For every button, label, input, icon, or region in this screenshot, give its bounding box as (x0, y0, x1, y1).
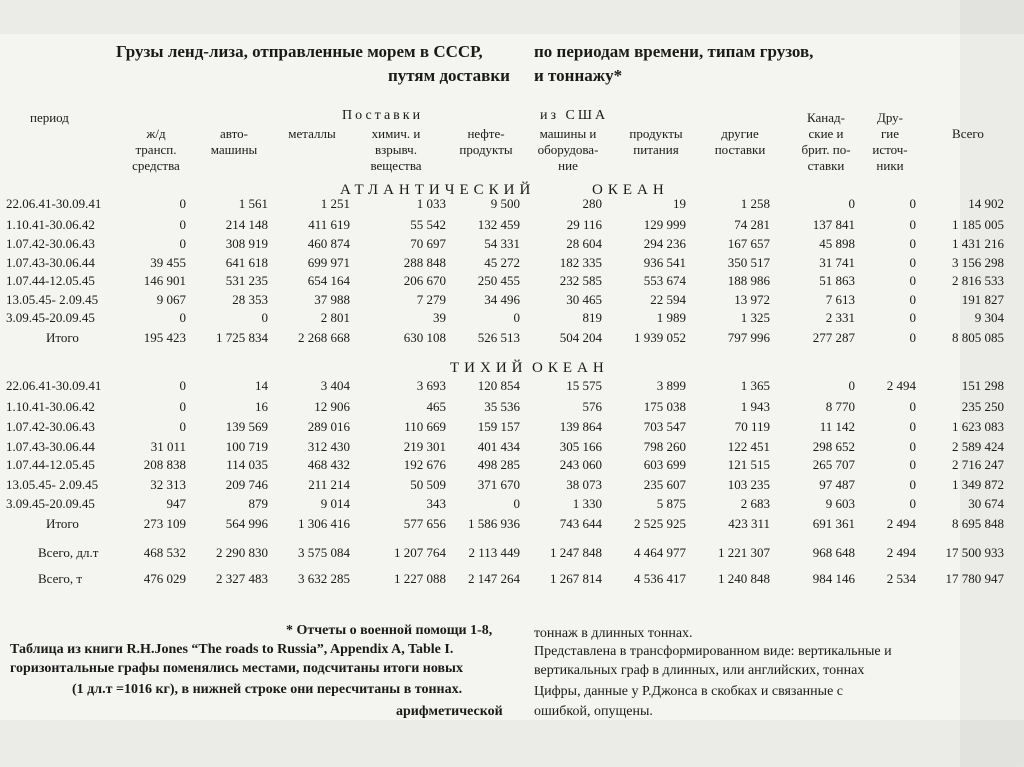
pacific-row-4-period: 1.07.44-12.05.45 (6, 457, 95, 472)
pacific-row-2-cell: 159 157 (477, 419, 520, 434)
total-row-1-cell: 1 240 848 (718, 571, 770, 586)
atlantic-row-4-cell: 206 670 (403, 273, 446, 288)
header-period: период (30, 110, 69, 125)
column-header-line: поставки (714, 142, 766, 157)
atlantic-row-2-cell: 0 (179, 236, 186, 251)
total-row-0-cell: 1 247 848 (550, 545, 602, 560)
total-row-0-cell: 468 532 (143, 545, 186, 560)
pacific-row-6-cell: 1 330 (572, 496, 602, 511)
atlantic-row-6-cell: 819 (582, 310, 602, 325)
pacific-row-4-cell: 0 (909, 457, 916, 472)
atlantic-row-5-cell: 34 496 (484, 292, 520, 307)
atlantic-row-2-cell: 1 431 216 (952, 236, 1004, 251)
atlantic-row-4-cell: 553 674 (643, 273, 686, 288)
pacific-row-3-cell: 305 166 (559, 439, 602, 454)
pacific-row-1-cell: 0 (909, 399, 916, 414)
atlantic-row-6-cell: 0 (261, 310, 268, 325)
total-row-0-cell: 2 113 449 (468, 545, 520, 560)
total-row-1-cell: 4 536 417 (634, 571, 686, 586)
pacific-row-6-cell: 30 674 (968, 496, 1004, 511)
pacific-row-6-cell: 879 (248, 496, 268, 511)
column-header-5 (518, 126, 618, 174)
atlantic-row-1-cell: 0 (909, 217, 916, 232)
note-right-1: Представлена в трансформированном виде: вертикальные и (534, 644, 892, 659)
atlantic-row-5-cell: 7 279 (416, 292, 446, 307)
pacific-row-1-period: 1.10.41-30.06.42 (6, 399, 95, 414)
atlantic-row-7-cell: 1 725 834 (216, 330, 268, 345)
pacific-row-2-cell: 289 016 (307, 419, 350, 434)
atlantic-row-0-cell: 14 902 (968, 196, 1004, 211)
total-row-0-cell: 2 494 (886, 545, 916, 560)
atlantic-row-0-cell: 0 (848, 196, 855, 211)
column-header-line: машины и (539, 126, 597, 141)
total-row-1-cell: 3 632 285 (298, 571, 350, 586)
atlantic-row-0-cell: 0 (179, 196, 186, 211)
atlantic-row-3-cell: 39 455 (150, 255, 186, 270)
pacific-row-3-cell: 31 011 (150, 439, 186, 454)
column-header-line: нефте- (467, 126, 505, 141)
pacific-row-3-cell: 2 589 424 (952, 439, 1004, 454)
pacific-row-6-cell: 2 683 (740, 496, 770, 511)
pacific-row-5-cell: 50 509 (410, 477, 446, 492)
pacific-row-0-cell: 14 (255, 378, 268, 393)
atlantic-row-2-cell: 0 (909, 236, 916, 251)
title-right-line1: по периодам времени, типам грузов, (534, 42, 814, 61)
atlantic-row-4-period: 1.07.44-12.05.45 (6, 273, 95, 288)
column-header-line: трансп. (135, 142, 177, 157)
total-row-1-cell: 17 780 947 (945, 571, 1004, 586)
column-header-line: брит. по- (801, 142, 851, 157)
column-header-line: Всего (952, 126, 984, 141)
atlantic-row-7-cell: 277 287 (812, 330, 855, 345)
note-left-0: * Отчеты о военной помощи 1-8, (286, 623, 493, 638)
pacific-row-7-period: Итого (46, 516, 79, 531)
column-header-line: Дру- (876, 110, 904, 125)
atlantic-row-3-cell: 0 (909, 255, 916, 270)
atlantic-row-7-cell: 630 108 (403, 330, 446, 345)
pacific-row-3-cell: 401 434 (477, 439, 520, 454)
pacific-label-left: ТИХИЙ (450, 360, 528, 376)
column-header-line: ники (876, 158, 904, 173)
pacific-row-2-period: 1.07.42-30.06.43 (6, 419, 95, 434)
pacific-row-1-cell: 1 943 (740, 399, 770, 414)
pacific-row-6-cell: 5 875 (656, 496, 686, 511)
atlantic-row-2-period: 1.07.42-30.06.43 (6, 236, 95, 251)
pacific-row-7-cell: 423 311 (728, 516, 770, 531)
atlantic-row-6-cell: 0 (179, 310, 186, 325)
pacific-row-5-cell: 1 349 872 (952, 477, 1004, 492)
pacific-label-right: ОКЕАН (532, 360, 609, 376)
pacific-row-6-cell: 0 (513, 496, 520, 511)
column-header-3 (346, 126, 446, 174)
total-row-0-period: Всего, дл.т (38, 545, 99, 560)
atlantic-row-2-cell: 294 236 (643, 236, 686, 251)
pacific-row-2-cell: 1 623 083 (952, 419, 1004, 434)
pacific-row-3-cell: 312 430 (307, 439, 350, 454)
atlantic-row-7-cell: 1 939 052 (634, 330, 686, 345)
column-header-line: химич. и (371, 126, 421, 141)
column-header-line: продукты (459, 142, 513, 157)
pacific-row-4-cell: 192 676 (403, 457, 446, 472)
pacific-row-6-cell: 343 (426, 496, 446, 511)
atlantic-row-1-cell: 1 185 005 (952, 217, 1004, 232)
pacific-row-2-cell: 11 142 (819, 419, 855, 434)
pacific-row-5-cell: 209 746 (225, 477, 268, 492)
pacific-row-7-cell: 1 586 936 (468, 516, 520, 531)
title-left-line2: путям доставки (388, 66, 510, 85)
column-header-line: источ- (872, 142, 908, 157)
atlantic-row-3-cell: 641 618 (225, 255, 268, 270)
pacific-row-1-cell: 35 536 (484, 399, 520, 414)
pacific-row-7-cell: 577 656 (403, 516, 446, 531)
atlantic-row-7-cell: 2 268 668 (298, 330, 350, 345)
atlantic-row-3-period: 1.07.43-30.06.44 (6, 255, 95, 270)
pacific-row-6-cell: 947 (166, 496, 186, 511)
atlantic-row-7-cell: 504 204 (559, 330, 602, 345)
column-header-line: Канад- (807, 110, 845, 125)
atlantic-row-7-cell: 0 (909, 330, 916, 345)
pacific-row-0-cell: 3 693 (416, 378, 446, 393)
pacific-row-6-cell: 9 014 (320, 496, 350, 511)
pacific-row-1-cell: 12 906 (314, 399, 350, 414)
total-row-0-cell: 1 207 764 (394, 545, 446, 560)
pacific-row-5-cell: 0 (909, 477, 916, 492)
atlantic-row-4-cell: 250 455 (477, 273, 520, 288)
atlantic-row-1-cell: 137 841 (812, 217, 855, 232)
atlantic-row-3-cell: 350 517 (727, 255, 770, 270)
pacific-row-0-cell: 0 (848, 378, 855, 393)
atlantic-row-4-cell: 188 986 (727, 273, 770, 288)
pacific-row-5-cell: 371 670 (477, 477, 520, 492)
atlantic-row-3-cell: 45 272 (484, 255, 520, 270)
column-header-line: продукты (629, 126, 683, 141)
atlantic-row-0-cell: 1 251 (320, 196, 350, 211)
pacific-row-7-cell: 2 525 925 (634, 516, 686, 531)
atlantic-row-0-period: 22.06.41-30.09.41 (6, 196, 102, 211)
atlantic-row-0-cell: 1 561 (238, 196, 268, 211)
pacific-row-3-cell: 219 301 (403, 439, 446, 454)
atlantic-row-4-cell: 232 585 (559, 273, 602, 288)
pacific-row-0-cell: 151 298 (961, 378, 1004, 393)
pacific-row-5-period: 13.05.45- 2.09.45 (6, 477, 99, 492)
atlantic-row-1-cell: 214 148 (225, 217, 268, 232)
pacific-row-3-cell: 0 (909, 439, 916, 454)
atlantic-row-0-cell: 1 258 (740, 196, 770, 211)
column-header-7 (690, 126, 790, 158)
atlantic-label-left: АТЛАНТИЧЕСКИЙ (340, 182, 536, 198)
note-right-2: вертикальных граф в длинных, или английских, тоннах (534, 663, 865, 678)
atlantic-row-1-cell: 74 281 (734, 217, 770, 232)
pacific-row-0-period: 22.06.41-30.09.41 (6, 378, 102, 393)
pacific-row-1-cell: 0 (179, 399, 186, 414)
total-row-0-cell: 2 290 830 (216, 545, 268, 560)
atlantic-row-6-cell: 0 (513, 310, 520, 325)
atlantic-row-0-cell: 9 500 (490, 196, 520, 211)
pacific-row-2-cell: 0 (909, 419, 916, 434)
total-row-1-cell: 476 029 (143, 571, 186, 586)
header-iz-ssha: из США (540, 108, 609, 123)
pacific-row-1-cell: 16 (255, 399, 268, 414)
atlantic-row-6-cell: 1 989 (656, 310, 686, 325)
pacific-row-6-cell: 9 603 (825, 496, 855, 511)
pacific-row-7-cell: 743 644 (559, 516, 602, 531)
pacific-row-2-cell: 703 547 (643, 419, 686, 434)
column-header-line: питания (633, 142, 679, 157)
column-header-line: ставки (807, 158, 845, 173)
atlantic-row-3-cell: 3 156 298 (952, 255, 1004, 270)
atlantic-row-5-cell: 7 613 (825, 292, 855, 307)
atlantic-row-7-cell: 797 996 (727, 330, 770, 345)
pacific-row-0-cell: 3 899 (656, 378, 686, 393)
column-header-9 (840, 110, 940, 174)
atlantic-row-3-cell: 31 741 (819, 255, 855, 270)
pacific-row-7-cell: 1 306 416 (298, 516, 350, 531)
atlantic-row-5-cell: 30 465 (566, 292, 602, 307)
atlantic-row-3-cell: 182 335 (559, 255, 602, 270)
pacific-row-7-cell: 8 695 848 (952, 516, 1004, 531)
column-header-line: средства (132, 158, 180, 173)
pacific-row-2-cell: 110 669 (404, 419, 446, 434)
atlantic-row-5-cell: 9 067 (156, 292, 186, 307)
pacific-row-4-cell: 114 035 (226, 457, 268, 472)
pacific-row-7-cell: 273 109 (143, 516, 186, 531)
atlantic-row-1-cell: 29 116 (566, 217, 602, 232)
pacific-row-3-cell: 122 451 (727, 439, 770, 454)
atlantic-row-4-cell: 51 863 (819, 273, 855, 288)
atlantic-row-2-cell: 460 874 (307, 236, 350, 251)
pacific-row-4-cell: 2 716 247 (952, 457, 1004, 472)
atlantic-row-1-cell: 129 999 (643, 217, 686, 232)
atlantic-row-5-cell: 13 972 (734, 292, 770, 307)
atlantic-row-4-cell: 654 164 (307, 273, 350, 288)
pacific-row-5-cell: 103 235 (727, 477, 770, 492)
atlantic-row-5-cell: 28 353 (232, 292, 268, 307)
title-right-line2: и тоннажу* (534, 66, 623, 85)
pacific-row-4-cell: 243 060 (559, 457, 602, 472)
total-row-0-cell: 17 500 933 (945, 545, 1004, 560)
note-right-4: ошибкой, опущены. (534, 704, 653, 719)
total-row-1-cell: 2 327 483 (216, 571, 268, 586)
pacific-row-4-cell: 121 515 (727, 457, 770, 472)
atlantic-row-0-cell: 1 033 (416, 196, 446, 211)
atlantic-row-2-cell: 54 331 (484, 236, 520, 251)
atlantic-row-4-cell: 146 901 (143, 273, 186, 288)
pacific-row-5-cell: 38 073 (566, 477, 602, 492)
pacific-row-0-cell: 2 494 (886, 378, 916, 393)
atlantic-row-2-cell: 167 657 (727, 236, 770, 251)
atlantic-row-4-cell: 531 235 (225, 273, 268, 288)
column-header-line: авто- (220, 126, 248, 141)
total-row-1-cell: 1 227 088 (394, 571, 446, 586)
note-left-4: арифметической (396, 704, 503, 719)
atlantic-row-1-cell: 0 (179, 217, 186, 232)
pacific-row-3-cell: 100 719 (225, 439, 268, 454)
pacific-row-5-cell: 97 487 (819, 477, 855, 492)
pacific-row-0-cell: 120 854 (477, 378, 520, 393)
atlantic-row-6-cell: 0 (909, 310, 916, 325)
pacific-row-0-cell: 0 (179, 378, 186, 393)
atlantic-row-0-cell: 19 (673, 196, 686, 211)
atlantic-row-6-cell: 2 331 (825, 310, 855, 325)
atlantic-row-1-cell: 55 542 (410, 217, 446, 232)
column-header-line: гие (880, 126, 900, 141)
pacific-row-3-period: 1.07.43-30.06.44 (6, 439, 95, 454)
atlantic-row-1-cell: 132 459 (477, 217, 520, 232)
pacific-row-5-cell: 211 214 (308, 477, 350, 492)
pacific-row-3-cell: 798 260 (643, 439, 686, 454)
pacific-row-4-cell: 265 707 (812, 457, 855, 472)
atlantic-row-5-cell: 22 594 (650, 292, 686, 307)
column-header-line: взрывч. (375, 142, 417, 157)
header-postavki: Поставки (342, 108, 424, 123)
pacific-row-1-cell: 175 038 (643, 399, 686, 414)
pacific-row-6-cell: 0 (909, 496, 916, 511)
column-header-line: металлы (288, 126, 336, 141)
atlantic-row-6-period: 3.09.45-20.09.45 (6, 310, 95, 325)
atlantic-row-3-cell: 288 848 (403, 255, 446, 270)
total-row-1-cell: 984 146 (812, 571, 855, 586)
pacific-row-0-cell: 3 404 (320, 378, 350, 393)
column-header-line: ние (558, 158, 578, 173)
pacific-row-1-cell: 235 250 (961, 399, 1004, 414)
column-header-line: другие (721, 126, 759, 141)
pacific-row-1-cell: 8 770 (825, 399, 855, 414)
column-header-line: машины (210, 142, 258, 157)
pacific-row-3-cell: 298 652 (812, 439, 855, 454)
column-header-line: вещества (370, 158, 422, 173)
atlantic-row-5-cell: 0 (909, 292, 916, 307)
atlantic-row-1-period: 1.10.41-30.06.42 (6, 217, 95, 232)
pacific-row-2-cell: 139 569 (225, 419, 268, 434)
atlantic-row-6-cell: 2 801 (320, 310, 350, 325)
pacific-row-2-cell: 139 864 (559, 419, 602, 434)
atlantic-row-0-cell: 0 (909, 196, 916, 211)
pacific-row-5-cell: 32 313 (150, 477, 186, 492)
atlantic-row-5-cell: 191 827 (961, 292, 1004, 307)
total-row-0-cell: 4 464 977 (634, 545, 686, 560)
atlantic-row-6-cell: 1 325 (740, 310, 770, 325)
column-header-line: ские и (808, 126, 844, 141)
atlantic-row-7-period: Итого (46, 330, 79, 345)
pacific-row-1-cell: 576 (582, 399, 602, 414)
note-right-3: Цифры, данные у Р.Джонса в скобках и связанные с (534, 684, 843, 699)
atlantic-row-2-cell: 308 919 (225, 236, 268, 251)
atlantic-row-1-cell: 411 619 (308, 217, 350, 232)
atlantic-label-right: ОКЕАН (592, 182, 669, 198)
total-row-0-cell: 3 575 084 (298, 545, 350, 560)
pacific-row-0-cell: 1 365 (740, 378, 770, 393)
note-left-2: горизонтальные графы поменялись местами, подсчитаны итоги новых (10, 661, 463, 676)
atlantic-row-4-cell: 2 816 533 (952, 273, 1004, 288)
note-left-1: Таблица из книги R.H.Jones “The roads to Russia”, Appendix A, Table I. (10, 642, 454, 657)
pacific-row-7-cell: 564 996 (225, 516, 268, 531)
pacific-row-1-cell: 465 (426, 399, 446, 414)
pacific-row-7-cell: 691 361 (812, 516, 855, 531)
pacific-row-6-period: 3.09.45-20.09.45 (6, 496, 95, 511)
atlantic-row-3-cell: 936 541 (643, 255, 686, 270)
atlantic-row-0-cell: 280 (582, 196, 602, 211)
atlantic-row-4-cell: 0 (909, 273, 916, 288)
pacific-row-5-cell: 235 607 (643, 477, 686, 492)
column-header-10 (918, 126, 1018, 142)
note-left-3: (1 дл.т =1016 кг), в нижней строке они пересчитаны в тоннах. (72, 682, 463, 697)
total-row-1-cell: 2 147 264 (468, 571, 520, 586)
pacific-row-0-cell: 15 575 (566, 378, 602, 393)
atlantic-row-5-period: 13.05.45- 2.09.45 (6, 292, 99, 307)
pacific-row-4-cell: 603 699 (643, 457, 686, 472)
note-right-0: тоннаж в длинных тоннах. (534, 626, 693, 641)
total-row-1-cell: 1 267 814 (550, 571, 602, 586)
atlantic-row-2-cell: 45 898 (819, 236, 855, 251)
pacific-row-4-cell: 208 838 (143, 457, 186, 472)
atlantic-row-7-cell: 8 805 085 (952, 330, 1004, 345)
total-row-0-cell: 968 648 (812, 545, 855, 560)
pacific-row-4-cell: 468 432 (307, 457, 350, 472)
total-row-1-cell: 2 534 (886, 571, 916, 586)
pacific-row-4-cell: 498 285 (477, 457, 520, 472)
total-row-0-cell: 1 221 307 (718, 545, 770, 560)
atlantic-row-7-cell: 195 423 (143, 330, 186, 345)
atlantic-row-2-cell: 28 604 (566, 236, 602, 251)
atlantic-row-3-cell: 699 971 (307, 255, 350, 270)
atlantic-row-7-cell: 526 513 (477, 330, 520, 345)
total-row-1-period: Всего, т (38, 571, 83, 586)
atlantic-row-5-cell: 37 988 (314, 292, 350, 307)
column-header-line: ж/д (146, 126, 166, 141)
atlantic-row-6-cell: 9 304 (974, 310, 1004, 325)
atlantic-row-2-cell: 70 697 (410, 236, 446, 251)
pacific-row-2-cell: 70 119 (734, 419, 770, 434)
pacific-row-2-cell: 0 (179, 419, 186, 434)
column-header-line: оборудова- (537, 142, 599, 157)
title-left-line1: Грузы ленд-лиза, отправленные морем в СССР, (116, 42, 483, 61)
pacific-row-7-cell: 2 494 (886, 516, 916, 531)
atlantic-row-6-cell: 39 (433, 310, 446, 325)
